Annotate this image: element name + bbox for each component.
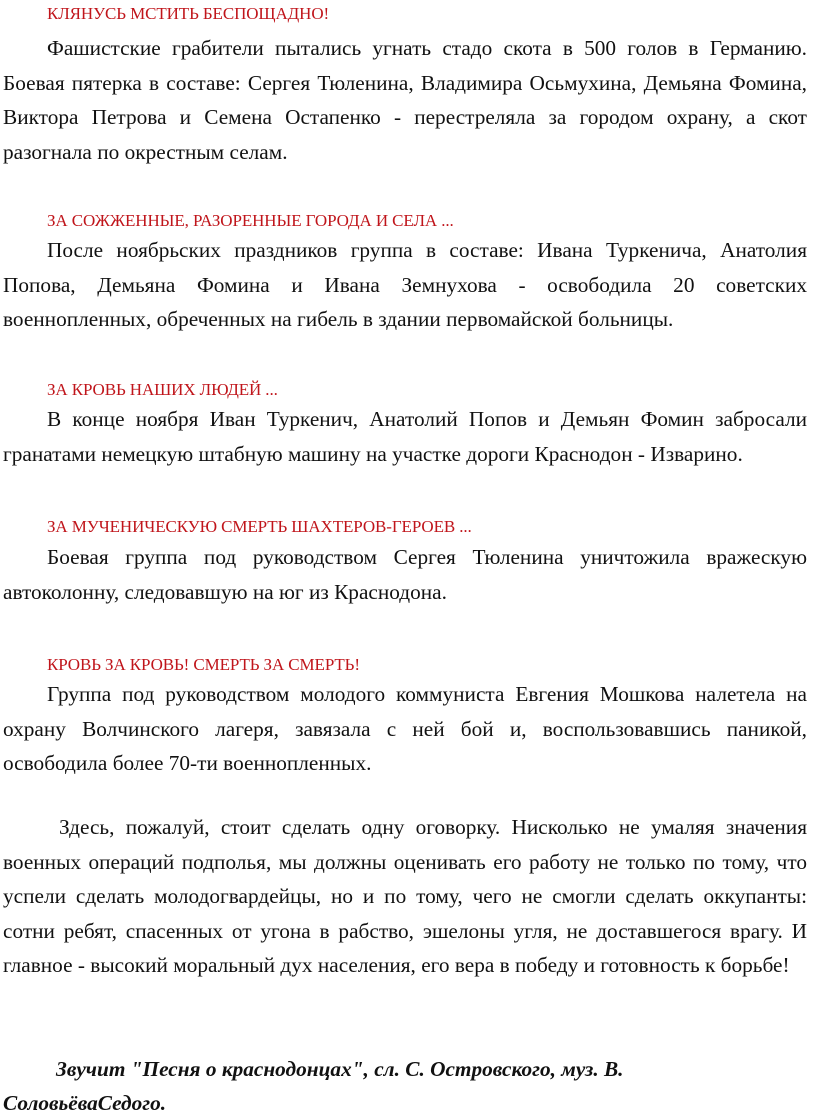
section-text-blood: В конце ноября Иван Туркенич, Анатолий Попов и Демьян Фомин забросали гранатами немецкую штабную машину на участке дороги Краснодон - Изварино. — [3, 407, 807, 466]
section-heading-oath: КЛЯНУСЬ МСТИТЬ БЕСПОЩАДНО! — [47, 4, 330, 23]
section-heading-blood-for-blood: КРОВЬ ЗА КРОВЬ! СМЕРТЬ ЗА СМЕРТЬ! — [47, 655, 360, 674]
section-text-martyrs: Боевая группа под руководством Сергея Тюленина уничтожила вражескую автоколонну, следовавшую на юг из Краснодона. — [3, 545, 807, 604]
commentary-paragraph: Здесь, пожалуй, стоит сделать одну оговорку. Нисколько не умаляя значения военных операций подполья, мы должны оценивать его работу не только по тому, что успели сделать молодогвардейцы, но и по тому, чего не смогли сделать оккупанты: сотни ребят, спасенных от угона в рабство, эшелоны угля, не доставшегося врагу. И главное - высокий моральный дух населения, его вера в победу и готовность к борьбе! — [3, 815, 807, 977]
section-heading-burned-cities: ЗА СОЖЖЕННЫЕ, РАЗОРЕННЫЕ ГОРОДА И СЕЛА ... — [47, 211, 454, 230]
section-text-burned-cities: После ноябрьских праздников группа в составе: Ивана Туркенича, Анатолия Попова, Демьяна Фомина и Ивана Земнухова - освободила 20 советских военнопленных, обреченных на гибель в здании первомайской больницы. — [3, 238, 807, 331]
song-note: Звучит "Песня о краснодонцах", сл. С. Островского, муз. В. СоловьёваСедого. — [3, 1057, 624, 1115]
section-heading-blood: ЗА КРОВЬ НАШИХ ЛЮДЕЙ ... — [47, 380, 278, 399]
section-text-blood-for-blood: Группа под руководством молодого коммуниста Евгения Мошкова налетела на охрану Волчинского лагеря, завязала с ней бой и, воспользовавшись паникой, освободила более 70-ти военнопленных. — [3, 682, 807, 775]
section-text-oath: Фашистские грабители пытались угнать стадо скота в 500 голов в Германию. Боевая пятерка в составе: Сергея Тюленина, Владимира Осьмухина, Демьяна Фомина, Виктора Петрова и Семена Остапенко - перестреляла за городом охрану, а скот разогнала по окрестным селам. — [3, 36, 807, 164]
section-heading-martyrs: ЗА МУЧЕНИЧЕСКУЮ СМЕРТЬ ШАХТЕРОВ-ГЕРОЕВ ... — [47, 517, 472, 536]
